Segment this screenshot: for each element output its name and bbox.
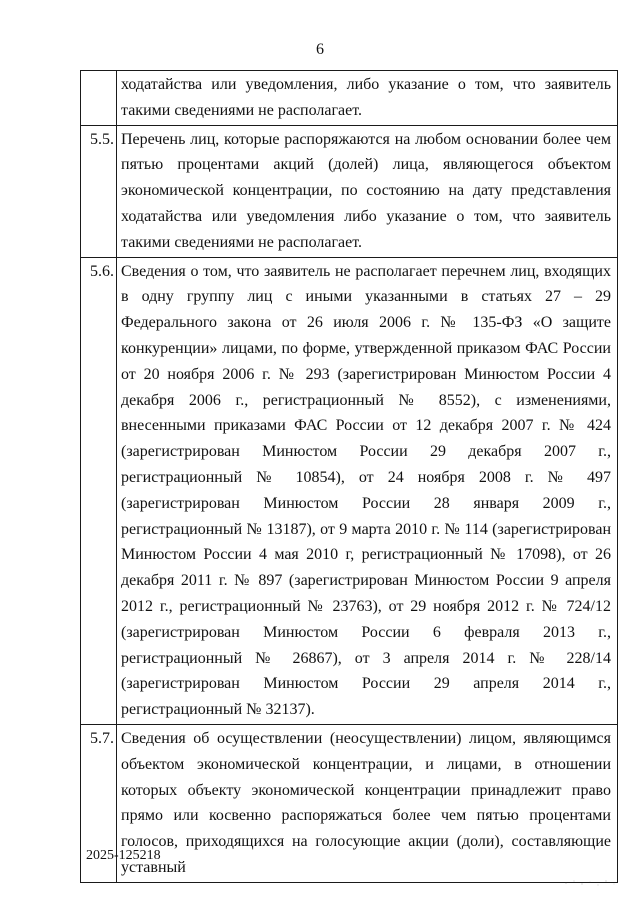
row-text: Сведения об осуществлении (неосуществлении) лицом, являющимся объектом экономической концентрации, и лицами, в отношении которых объекту экономической концентрации принадлежит право прямо или косвенно распоряжаться более чем пятью процентами голосов, приходящихся на голосующие акции (доли), составляющие уставный: [117, 724, 618, 882]
table-row: [81, 724, 618, 882]
table-row: [81, 257, 618, 724]
row-number: 5.6.: [81, 257, 117, 724]
scan-speckle-icon: [560, 876, 620, 890]
row-number: [81, 71, 117, 126]
row-text: Перечень лиц, которые распоряжаются на любом основании более чем пятью процентами акций (долей) лица, являющегося объектом экономической концентрации, по состоянию на дату представления ходатайства или уведомления либо указание о том, что заявитель такими сведениями не располагает.: [117, 125, 618, 257]
row-number: 5.7.: [81, 724, 117, 882]
table-row: [81, 125, 618, 257]
table-row: [81, 71, 618, 126]
document-code: 2025-125218: [86, 848, 161, 863]
row-number: 5.5.: [81, 125, 117, 257]
row-text: ходатайства или уведомления, либо указание о том, что заявитель такими сведениями не располагает.: [117, 71, 618, 126]
row-text: Сведения о том, что заявитель не располагает перечнем лиц, входящих в одну группу лиц с иными указанными в статьях 27 – 29 Федерального закона от 26 июля 2006 г. № 135-ФЗ «О защите конкуренции» лицами, по форме, утвержденной приказом ФАС России от 20 ноября 2006 г. № 293 (зарегистрирован Минюстом России 4 декабря 2006 г., регистрационный № 8552), с изменениями, внесенными приказами ФАС России от 12 декабря 2007 г. № 424 (зарегистрирован Минюстом России 29 декабря 2007 г., регистрационный № 10854), от 24 ноября 2008 г. № 497 (зарегистрирован Минюстом России 28 января 2009 г., регистрационный № 13187), от 9 марта 2010 г. № 114 (зарегистрирован Минюстом России 4 мая 2010 г, регистрационный № 17098), от 26 декабря 2011 г. № 897 (зарегистрирован Минюстом России 9 апреля 2012 г., регистрационный № 23763), от 29 ноября 2012 г. № 724/12 (зарегистрирован Минюстом России 6 февраля 2013 г., регистрационный № 26867), от 3 апреля 2014 г. № 228/14 (зарегистрирован Минюстом России 29 апреля 2014 г., регистрационный № 32137).: [117, 257, 618, 724]
page-number: 6: [316, 41, 324, 58]
document-table: [80, 70, 618, 883]
